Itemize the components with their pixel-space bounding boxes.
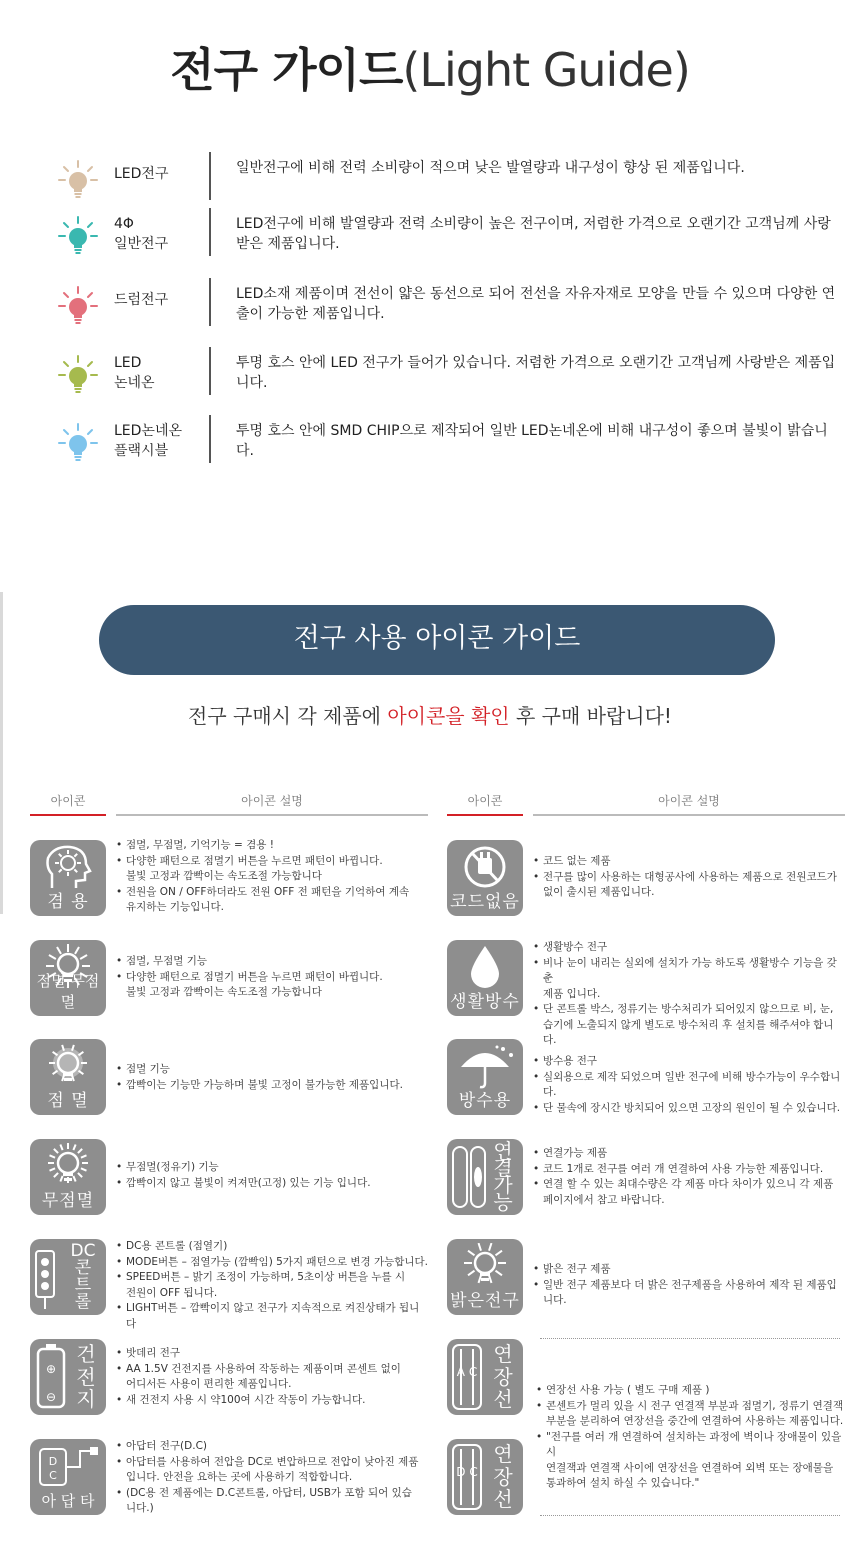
description-line: • 다양한 패턴으로 점멸기 버튼을 누르면 패턴이 바뀝니다. 불빛 고정과 깜빡이는 속도조절 가능합니다 [116,970,428,1001]
description-line: • LIGHT버튼 – 깜빡이지 않고 전구가 지속적으로 켜진상태가 됩니다 [116,1301,428,1332]
bulb-type-row [50,278,840,334]
page-title [0,34,860,100]
left-icon-tile [30,940,106,1016]
left-icon-tile [30,840,106,916]
right-col-desc-header: 아이콘 설명 [533,792,845,816]
description-line: • 전원을 ON / OFF하더라도 전원 OFF 전 패턴을 기억하여 계속 유지하는 기능입니다. [116,885,428,916]
right-icon-tile [447,940,523,1016]
bulb-type-name: 드럼전구 [114,292,169,308]
description-line: • 단 물속에 장시간 방치되어 있으면 고장의 원인이 될 수 있습니다. [533,1101,845,1117]
bulb-type-name: LED전구 [114,166,169,182]
icon-guide-banner: 전구 사용 아이콘 가이드 [99,605,775,675]
description-line: • AA 1.5V 건전지를 사용하여 작동하는 제품이며 콘센트 없이 어디서든 사용이 편리한 제품입니다. [116,1362,428,1393]
extension-cable-description [536,1383,848,1492]
description-line: • 전구를 많이 사용하는 대형공사에 사용하는 제품으로 전원코드가 없이 출시된 제품입니다. [533,870,845,901]
right-icon-tile [447,1339,523,1415]
description-line: • 아답터 전구(D.C) [116,1439,428,1455]
description-line: • MODE버튼 – 점열가능 (깜빡임) 5가지 패턴으로 변경 가능합니다. [116,1255,428,1271]
description-line: • 새 건전지 사용 시 약100여 시간 작동이 가능합니다. [116,1393,428,1409]
description-line: • 점멸, 무점멸 기능 [116,954,428,970]
icon-tile-label: 연 장 선 [493,1342,513,1412]
bulb-icon [56,284,100,328]
right-icon-description [533,1054,845,1116]
bulb-type-description: 투명 호스 안에 LED 전구가 들어가 있습니다. 저렴한 가격으로 오랜기간 고객님께 사랑받은 제품입니다. [236,355,836,391]
description-line: • 깜빡이는 기능만 가능하며 불빛 고정이 불가능한 제품입니다. [116,1078,428,1094]
dotted-divider-top [540,1338,840,1339]
description-line: • 점멸, 무점멸, 기억기능 = 겸용 ! [116,838,428,854]
icon-tile-label: 코드없음 [450,892,520,912]
bulb-row-divider [209,152,211,200]
description-line: • "전구를 여러 개 연결하여 설치하는 과정에 벽이나 장애물이 있을 시 연결잭과 연결잭 사이에 연장선을 연결하여 외벽 또는 장애물을 통과하여 설치 하실 수 있습니다." [536,1430,848,1492]
bulb-type-description: LED소재 제품이며 전선이 얇은 동선으로 되어 전선을 자유자재로 모양을 만들 수 있으며 다양한 연출이 가능한 제품입니다. [236,286,836,322]
left-icon-tile [30,1339,106,1415]
bulb-type-row [50,415,840,471]
notice-text-before: 전구 구매시 각 제품에 [188,704,388,728]
cable-type-tag: D C [456,1465,478,1479]
bulb-type-description: LED전구에 비해 발열량과 전력 소비량이 높은 전구이며, 저렴한 가격으로 오랜기간 고객님께 사랑받은 제품입니다. [236,216,831,252]
left-icon-tile [30,1139,106,1215]
right-icon-description [533,1262,845,1309]
description-line: • 생활방수 전구 [533,940,845,956]
bulb-row-divider [209,278,211,326]
right-icon-tile [447,1239,523,1315]
icon-tile-label: 무점멸 [41,1191,95,1211]
title-sub: (Light Guide) [402,43,690,97]
head-bulb-icon [30,844,106,890]
description-line: • 연장선 사용 가능 ( 별도 구매 제품 ) [536,1383,848,1399]
description-line: • 비나 눈이 내리는 실외에 설치가 가능 하도록 생활방수 기능을 갖춘 제품 입니다. [533,956,845,1003]
bulb-row-divider [209,347,211,395]
right-icon-description [533,1146,845,1208]
description-line: • 방수용 전구 [533,1054,845,1070]
cable-type-tag: A C [456,1365,478,1379]
description-line: • 밝은 전구 제품 [533,1262,845,1278]
left-icon-description [116,1239,428,1332]
svg-text:D: D [48,1455,58,1468]
bulb-type-name: LED 논네온 [114,355,155,391]
icon-tile-label: 생활방수 [450,992,520,1012]
description-line: • 콘센트가 멀리 있을 시 전구 연결잭 부분과 점멸기, 정류기 연결잭 부분을 분리하여 연장선을 중간에 연결하여 사용하는 제품입니다. [536,1399,848,1430]
left-icon-description [116,838,428,916]
svg-text:⊕: ⊕ [45,1362,57,1376]
description-line: • (DC용 전 제품에는 D.C콘트롤, 아답터, USB가 포함 되어 있습 니다.) [116,1486,428,1517]
icon-tile-label: DC 콘 트 롤 [70,1241,96,1312]
left-icon-tile [30,1439,106,1515]
title-main: 전구 가이드 [170,43,403,97]
bulb-row-divider [209,415,211,463]
bulb-type-row [50,208,840,264]
left-col-icon-header: 아이콘 [30,792,106,816]
description-line: • DC용 콘트롤 (점열기) [116,1239,428,1255]
purchase-notice [0,700,860,729]
icon-tile-label: 아 답 타 [41,1492,95,1510]
right-icon-tile [447,1439,523,1515]
description-line: • 다양한 패턴으로 점멸기 버튼을 누르면 패턴이 바뀝니다. 불빛 고정과 깜빡이는 속도조절 가능합니다 [116,854,428,885]
umbrella-icon [447,1043,523,1089]
bulb-row-divider [209,208,211,256]
description-line: • 깜빡이지 않고 불빛이 켜져만(고정) 있는 기능 입니다. [116,1176,428,1192]
icon-tile-label: 건 전 지 [76,1342,96,1412]
icon-tile-label: 방수용 [458,1091,512,1111]
description-line: • 밧데리 전구 [116,1346,428,1362]
description-line: • 일반 전구 제품보다 더 밝은 전구제품을 사용하여 제작 된 제품입니다. [533,1278,845,1309]
page-edge-marker [0,592,3,914]
bulb-icon [56,353,100,397]
icon-tile-label: 점 멸 [47,1091,89,1111]
description-line: • 코드 없는 제품 [533,854,845,870]
icon-tile-label: 연 장 선 [493,1442,513,1512]
right-col-icon-header: 아이콘 [447,792,523,816]
bulb-type-row [50,347,840,403]
description-line: • 점멸 기능 [116,1062,428,1078]
bulb-icon [56,214,100,258]
notice-text-after: 후 구매 바랍니다! [509,704,672,728]
right-icon-description [533,854,845,901]
bulb-icon [56,421,100,465]
description-line: • 실외용으로 제작 되었으며 일반 전구에 비해 방수가능이 우수합니다. [533,1070,845,1101]
bulb-type-row [50,152,840,208]
bulb-type-description: 투명 호스 안에 SMD CHIP으로 제작되어 일반 LED논네온에 비해 내구성이 좋으며 불빛이 밝습니다. [236,423,828,459]
adapter-icon [30,1443,106,1489]
left-icon-tile [30,1039,106,1115]
icon-tile-label: 밝은전구 [450,1291,520,1311]
description-line: • 무점멸(정유기) 기능 [116,1160,428,1176]
left-icon-tile [30,1239,106,1315]
dotted-divider-bottom [540,1515,840,1516]
right-icon-description [533,940,845,1049]
icon-tile-label: 겸 용 [47,892,89,912]
flash-bulb-icon [30,1043,106,1089]
notice-highlight: 아이콘을 확인 [387,704,510,728]
right-icon-tile [447,840,523,916]
left-icon-description [116,1439,428,1517]
left-icon-description [116,1346,428,1408]
description-line: • 연결가능 제품 [533,1146,845,1162]
bulb-icon [56,158,100,202]
left-icon-description [116,1062,428,1093]
no-plug-icon [447,844,523,890]
svg-text:⊖: ⊖ [45,1390,57,1404]
right-icon-tile [447,1039,523,1115]
bulb-type-description: 일반전구에 비해 전력 소비량이 적으며 낮은 발열량과 내구성이 향상 된 제품입니다. [236,160,745,176]
svg-text:C: C [49,1469,57,1482]
bright-bulb-icon [447,1243,523,1289]
left-col-desc-header: 아이콘 설명 [116,792,428,816]
left-icon-description [116,1160,428,1191]
icon-tile-label: 연 결 가 능 [493,1139,513,1214]
bulb-type-name: 4Φ 일반전구 [114,216,169,252]
right-icon-tile [447,1139,523,1215]
icon-tile-label: 점멸,무점멸 [36,972,100,1011]
steady-bulb-icon [30,1143,106,1189]
water-drop-icon [447,944,523,990]
bulb-type-name: LED논네온 플랙시블 [114,423,182,459]
description-line: • 아답터를 사용하여 전압을 DC로 변압하므로 전압이 낮아진 제품 입니다. 안전을 요하는 곳에 사용하기 적합합니다. [116,1455,428,1486]
description-line: • 코드 1개로 전구를 여러 개 연결하여 사용 가능한 제품입니다. [533,1162,845,1178]
description-line: • SPEED버튼 – 밝기 조정이 가능하며, 5초이상 버튼을 누를 시 전원이 OFF 됩니다. [116,1270,428,1301]
description-line: • 연결 할 수 있는 최대수량은 각 제품 마다 차이가 있으니 각 제품 페이지에서 참고 바랍니다. [533,1177,845,1208]
description-line: • 단 콘트롤 박스, 정류기는 방수처리가 되어있지 않으므로 비, 눈, 습기에 노출되지 않게 별도로 방수처리 후 설치를 해주셔야 합니다. [533,1002,845,1049]
left-icon-description [116,954,428,1001]
